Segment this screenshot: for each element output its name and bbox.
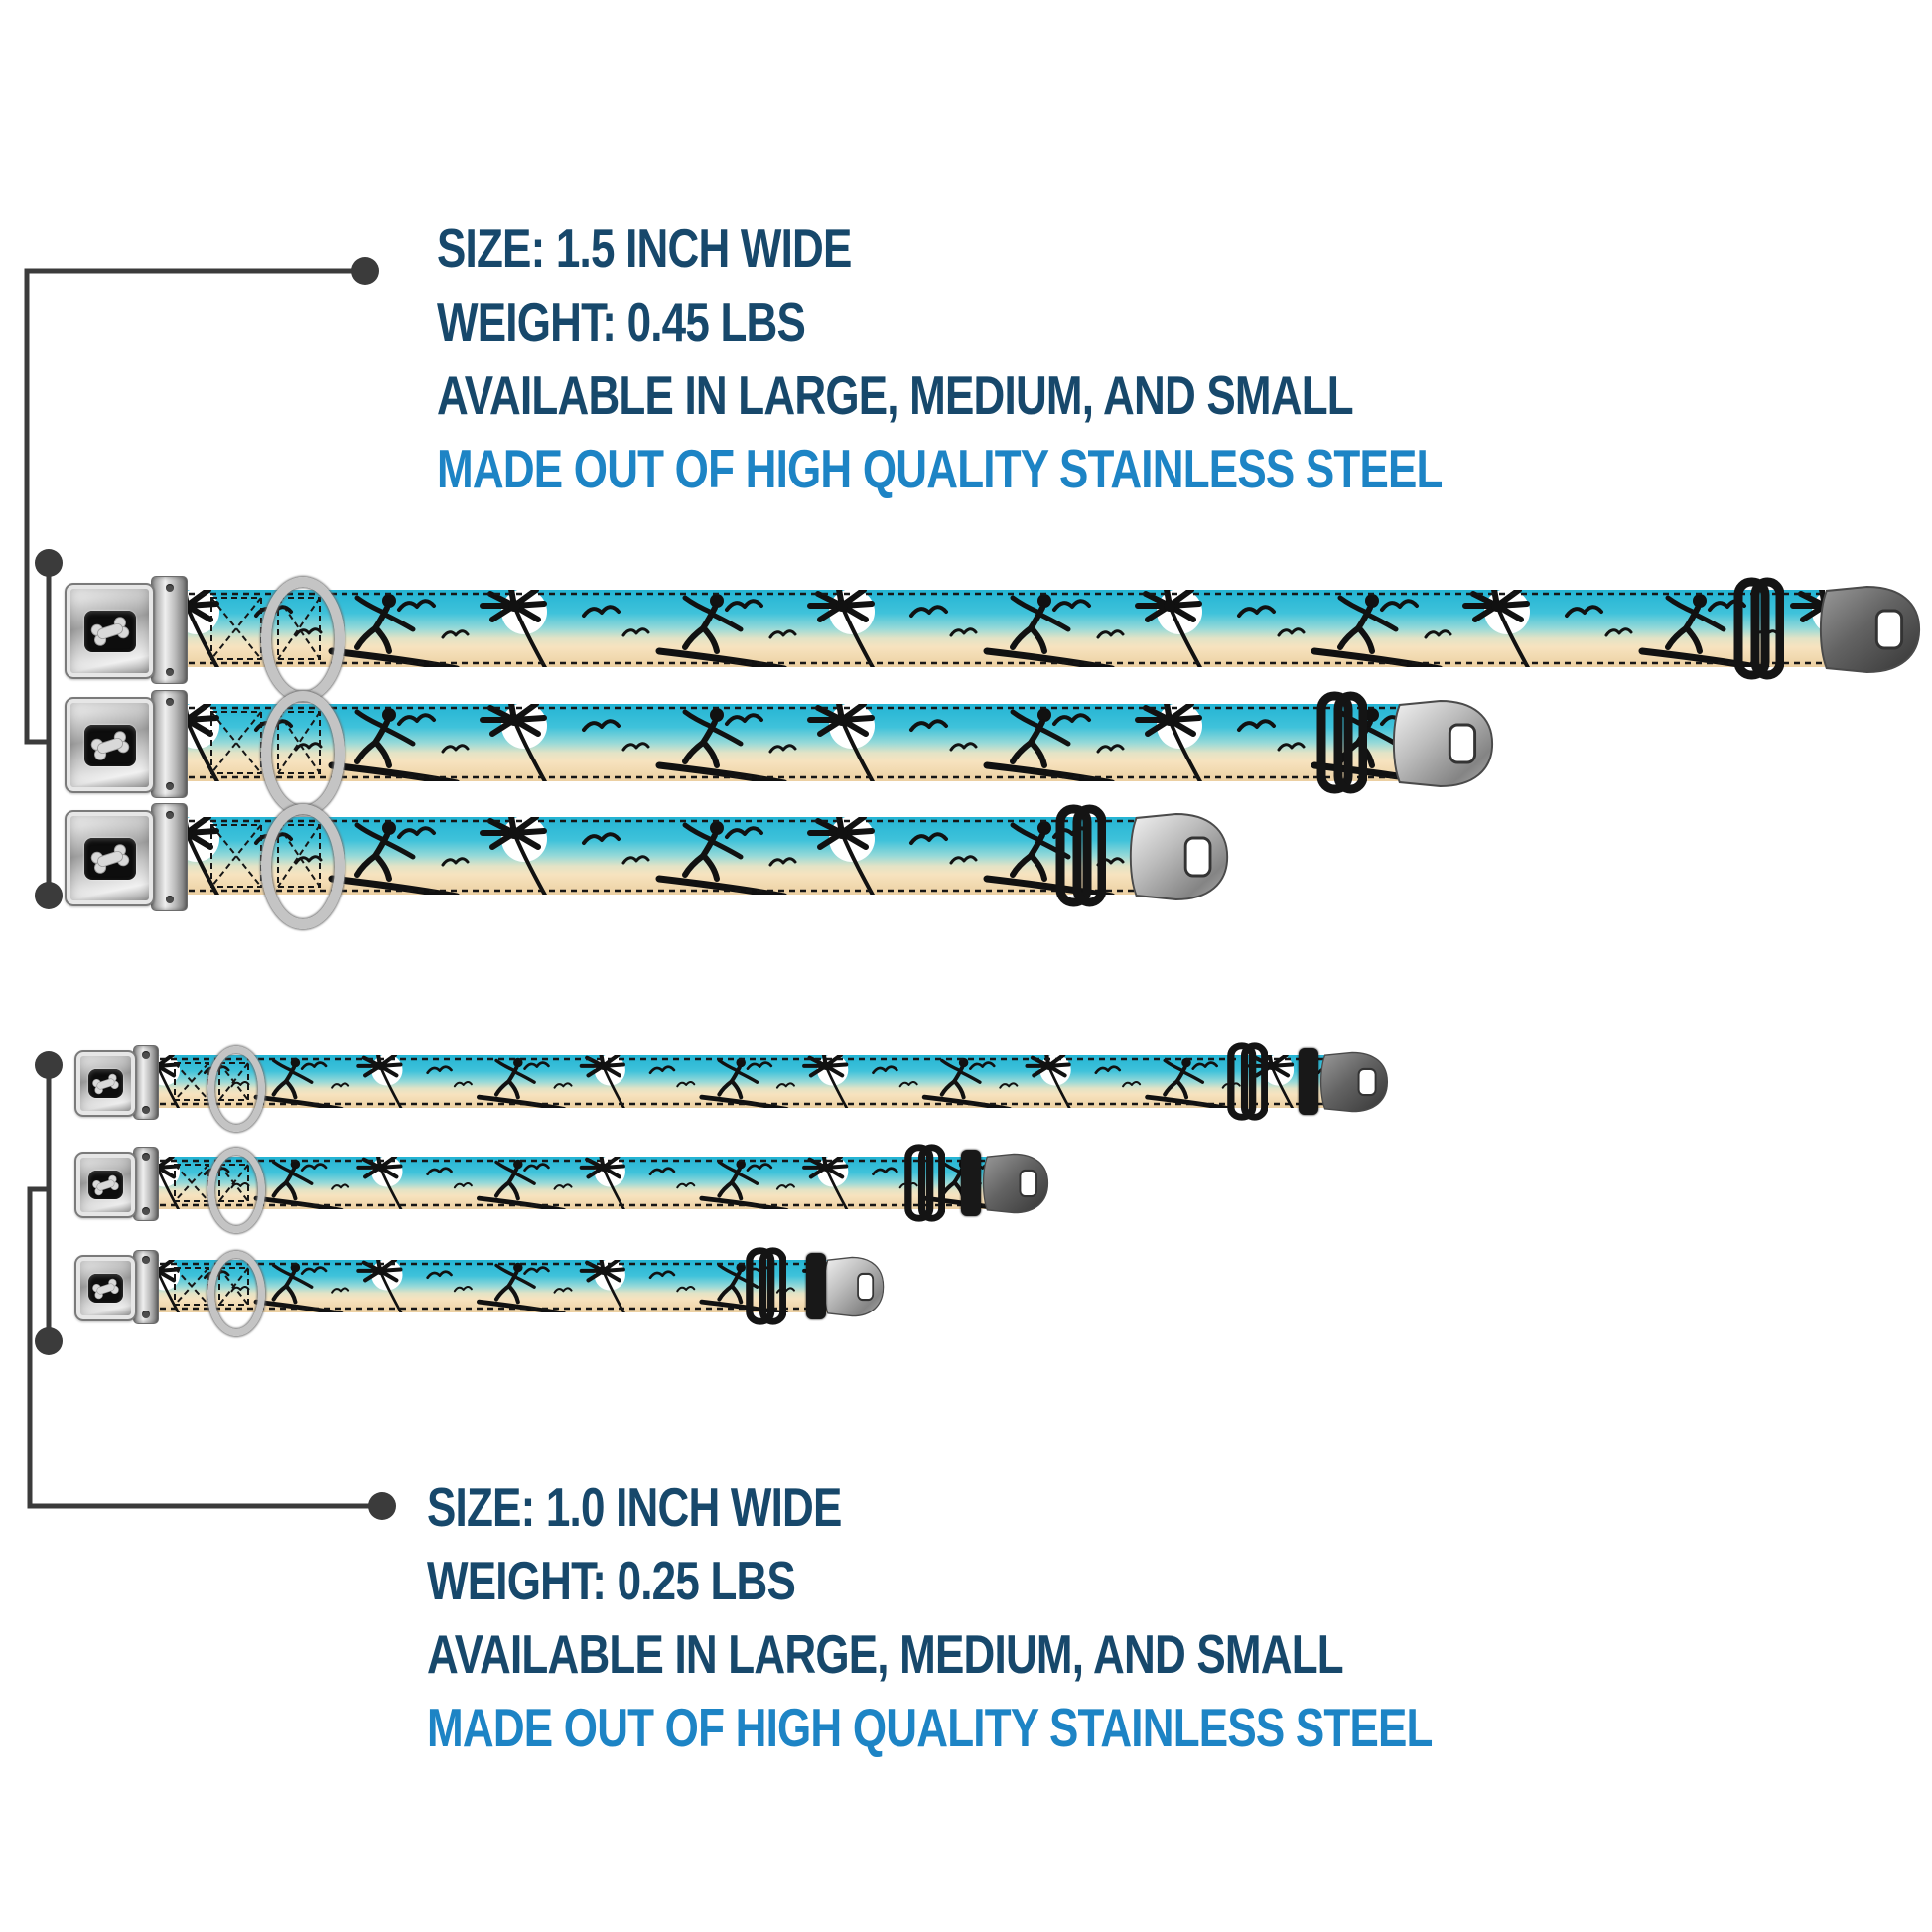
bottom-bracket-line [30,1189,382,1506]
tongue-clip [1318,1051,1390,1113]
d-ring [207,1046,265,1132]
tongue-clip [1127,812,1231,901]
slider-adjuster [903,1144,945,1222]
d-ring [207,1148,265,1233]
spec-material: MADE OUT OF HIGH QUALITY STAINLESS STEEL [427,1697,1433,1758]
d-ring [261,691,345,816]
collar-1.5-inch-small [65,810,1231,902]
slider-adjuster [745,1247,786,1325]
seatbelt-buckle [74,1050,137,1117]
bottom-group-dot-a [35,1051,63,1079]
seatbelt-buckle [74,1152,137,1218]
buckle-logo-badge [88,1069,123,1098]
spec-sizes-available: AVAILABLE IN LARGE, MEDIUM, AND SMALL [437,364,1353,426]
spec-weight: WEIGHT: 0.25 LBS [427,1550,796,1611]
top-group-dot-b [35,882,63,909]
buckle-logo-badge [84,838,136,880]
slider-adjuster [1054,804,1106,907]
collar-strap [157,1055,1350,1108]
seatbelt-buckle [74,1255,137,1321]
strap-keeper-bar [806,1253,826,1319]
bottom-text-dot [368,1492,396,1520]
collar-strap [157,1157,993,1209]
collar-1.5-inch-medium [65,697,1496,789]
spec-size: SIZE: 1.0 INCH WIDE [427,1476,842,1538]
seatbelt-buckle [65,583,155,679]
buckle-logo-badge [84,725,136,766]
slider-adjuster [1226,1042,1268,1121]
buckle-clamp [151,690,188,798]
strap-keeper-bar [961,1150,981,1216]
spec-weight: WEIGHT: 0.45 LBS [437,291,806,352]
d-ring [261,577,345,702]
dog-bone-icon [86,613,132,649]
top-text-dot [351,257,379,285]
buckle-logo-badge [84,611,136,652]
d-ring [261,804,345,929]
tongue-clip [981,1153,1050,1214]
spec-block-1_5-inch [437,211,1694,505]
slider-adjuster [1315,691,1367,794]
collar-strap [186,704,1410,781]
spec-material: MADE OUT OF HIGH QUALITY STAINLESS STEEL [437,438,1443,499]
spec-sizes-available: AVAILABLE IN LARGE, MEDIUM, AND SMALL [427,1623,1343,1685]
collar-1.0-inch-medium [74,1152,1050,1214]
dog-bone-icon [86,727,132,763]
slider-adjuster [1732,577,1784,680]
bottom-group-dot-b [35,1327,63,1355]
buckle-clamp [151,576,188,684]
dog-bone-icon [90,1173,121,1197]
tongue-clip [822,1256,886,1317]
dog-bone-icon [90,1276,121,1301]
collar-strap [186,590,1825,667]
seatbelt-buckle [65,810,155,906]
tongue-clip [1390,699,1496,788]
spec-size: SIZE: 1.5 INCH WIDE [437,217,852,279]
dog-bone-icon [86,840,132,877]
collar-1.0-inch-large [74,1050,1390,1113]
buckle-logo-badge [88,1171,123,1199]
spec-block-1_0-inch [427,1470,1684,1764]
tongue-clip [1817,585,1923,674]
collar-1.5-inch-large [65,583,1923,675]
dog-bone-icon [90,1071,121,1096]
top-group-dot-a [35,549,63,577]
collar-1.0-inch-small [74,1255,886,1317]
seatbelt-buckle [65,697,155,793]
d-ring [207,1251,265,1336]
buckle-logo-badge [88,1274,123,1303]
buckle-clamp [151,803,188,911]
strap-keeper-bar [1299,1048,1318,1115]
